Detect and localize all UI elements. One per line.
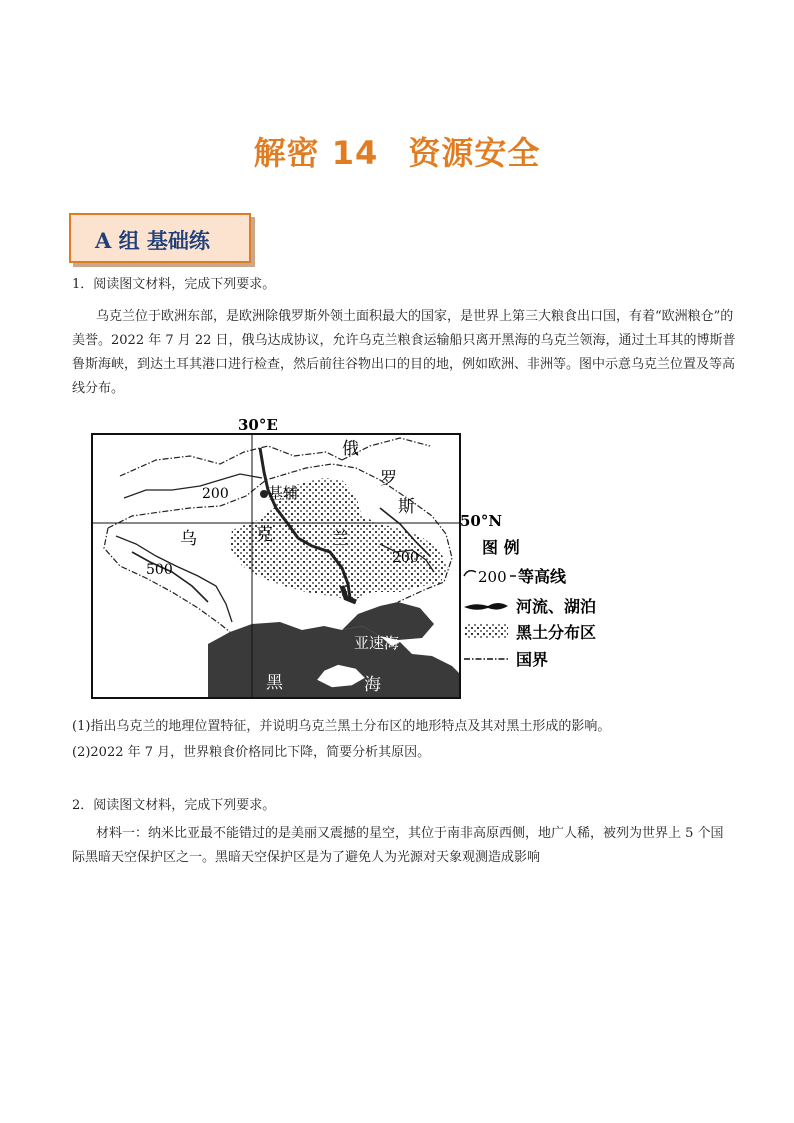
russia-label-1: 俄 [342,439,359,459]
q2-body-text: 材料一：纳米比亚最不能错过的是美丽又震撼的星空，其位于南非高原西侧，地广人稀，被列为世界上 5 个国际黑暗天空保护区之一。黑暗天空保护区是为了避免人为光源对天象观测造成影响 [72,826,724,865]
q1-body-text: 乌克兰位于欧洲东部，是欧洲除俄罗斯外领土面积最大的国家，是世界上第三大粮食出口国，有着“欧洲粮仓”的美誉。2022 年 7 月 22 日，俄乌达成协议，允许乌克兰粮食运输船只离开黑海的乌克兰领海，通过土耳其的博斯普鲁斯海峡，到达土耳其港口进行检查，然后前往谷物出口的目的地，例如欧洲、非洲等。图中示意乌克兰位置及等高线分布。 [72,309,736,396]
legend-title: 图 例 [482,538,520,557]
russia-label-3: 斯 [398,497,415,517]
north-border [120,446,342,476]
page-title [0,128,794,174]
contour-500 [116,536,232,622]
title-part-number: 解密 14 [253,134,379,172]
legend-contour-line [464,571,476,576]
contour-200-west [124,474,262,498]
ukraine-label-3: 兰 [332,529,349,549]
q2-stem: 2．阅读图文材料，完成下列要求。 [72,798,276,813]
lat-label: 50°N [460,512,503,530]
q1-stem: 1．阅读图文材料，完成下列要求。 [72,277,276,292]
black-sea-label-2: 海 [364,675,381,695]
q1-sub-question-2: (2)2022 年 7 月，世界粮食价格同比下降，简要分析其原因。 [72,745,431,760]
q1-sub-question-1: (1)指出乌克兰的地理位置特征，并说明乌克兰黑土分布区的地形特点及其对黑土形成的影响。 [72,719,611,734]
map-legend [464,538,596,669]
contour-label-500: 500 [146,562,173,578]
legend-contour-sample: 200 [478,568,507,586]
azov-sea-label: 亚速海 [354,634,400,652]
legend-soil-symbol [464,624,508,638]
contour-label-200-east: 200 [392,550,419,566]
group-a-label: A 组 基础练 [95,228,210,253]
ukraine-label-1: 乌 [180,529,197,549]
title-part-topic: 资源安全 [408,134,541,172]
ukraine-label-2: 克 [256,525,273,545]
ukraine-border-west [104,528,230,632]
group-a-label-box [69,213,251,263]
q1-body [72,305,736,401]
contour-label-200-west: 200 [202,486,229,502]
legend-contour-label: 等高线 [518,567,567,586]
russia-label-2: 罗 [380,469,397,489]
legend-border-label: 国界 [516,650,549,669]
legend-river-symbol [464,603,508,610]
black-sea-label-1: 黑 [266,673,283,693]
kyiv-marker [260,490,268,498]
city-kyiv: 基辅 [268,484,299,502]
ukraine-map [80,416,620,706]
lon-label: 30°E [238,416,278,434]
q2-body [72,822,736,870]
legend-soil-label: 黑土分布区 [516,623,597,642]
legend-river-label: 河流、湖泊 [516,597,597,616]
